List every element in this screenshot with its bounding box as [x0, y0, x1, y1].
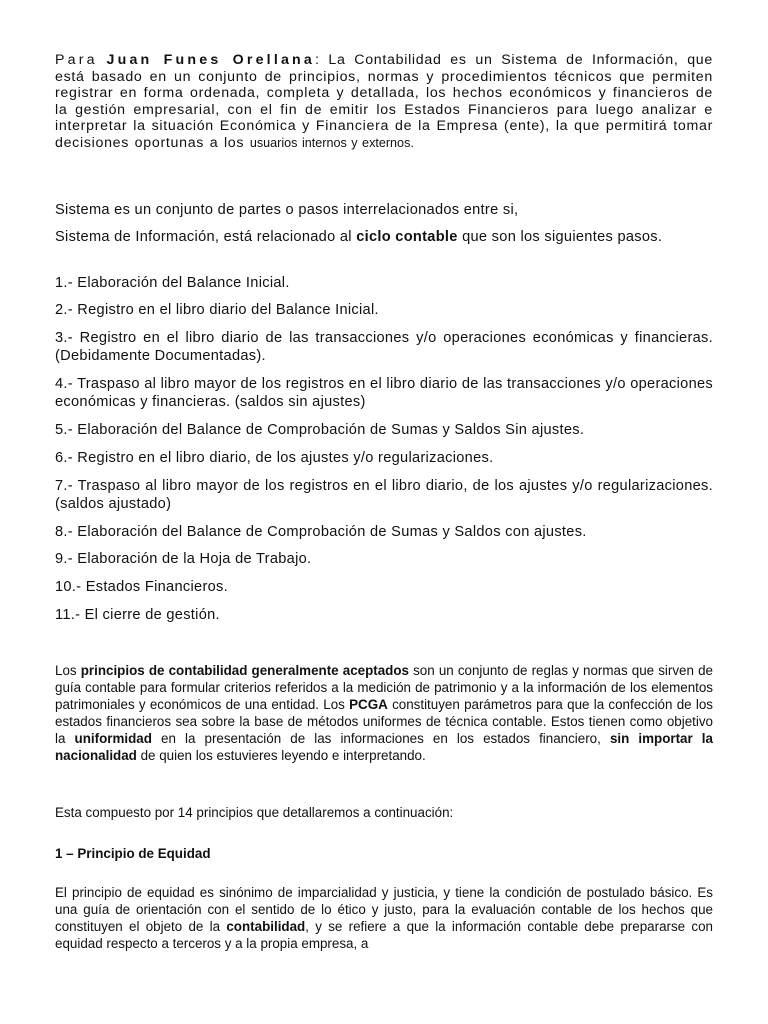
ciclo-contable-paragraph	[55, 228, 713, 246]
ciclo-pre: Sistema de Información, está relacionado al	[55, 229, 352, 245]
section-heading-equidad	[55, 845, 713, 862]
intro-paragraph	[55, 52, 713, 152]
uniformidad-term: uniformidad	[74, 731, 152, 746]
equidad-text-2: , y se refiere a que la información contable debe prepararse con equidad respecto a terceros y a la propia empresa, a	[55, 919, 713, 951]
intro-greeting: Para	[55, 52, 98, 68]
equidad-heading-text: 1 – Principio de Equidad	[55, 846, 211, 861]
ciclo-contable-term: ciclo contable	[356, 229, 458, 245]
equidad-paragraph	[55, 884, 713, 952]
step-3: 3.- Registro en el libro diario de las transacciones y/o operaciones económicas y financieras. (Debidamente Documentadas).	[55, 330, 713, 364]
pcga-paragraph	[55, 662, 713, 764]
pcga-text-1: Los	[55, 663, 77, 678]
intro-tail: usuarios internos y externos.	[249, 135, 414, 150]
step-10: 10.- Estados Financieros.	[55, 579, 228, 595]
step-7: 7.- Traspaso al libro mayor de los registros en el libro diario, de los ajustes y/o regularizaciones. (saldos ajustado)	[55, 478, 713, 512]
sistema-definition: Sistema es un conjunto de partes o pasos interrelacionados entre si,	[55, 202, 519, 218]
compuesto-line: Esta compuesto por 14 principios que detallaremos a continuación:	[55, 805, 454, 820]
pcga-term: principios de contabilidad generalmente aceptados	[80, 663, 409, 678]
pcga-text-2: son un conjunto de reglas y normas que sirven de guía contable para formular criterios referidos a la medición de patrimonio y a la información de los elementos patrimoniales y económicos de una entidad. Los	[55, 663, 713, 712]
step-2: 2.- Registro en el libro diario del Balance Inicial.	[55, 302, 379, 318]
sin-importar-term: sin importar la nacionalidad	[55, 731, 713, 763]
contabilidad-term: contabilidad	[226, 919, 306, 934]
step-11: 11.- El cierre de gestión.	[55, 607, 220, 623]
intro-body: : La Contabilidad es un Sistema de Información, que está basado en un conjunto de principios, normas y procedimientos técnicos que permiten registrar en forma ordenada, completa y detallada, los hechos económicos y financieros de la gestión empresarial, con el fin de emitir los Estados Financieros para luego analizar e interpretar la situación Económica y Financiera de la Empresa (ente), la que permitirá tomar decisiones oportunas a los	[55, 52, 713, 151]
pcga-acronym: PCGA	[349, 697, 388, 712]
step-8: 8.- Elaboración del Balance de Comprobación de Sumas y Saldos con ajustes.	[55, 524, 587, 540]
pcga-text-5: de quien los estuvieres leyendo e interpretando.	[140, 748, 426, 763]
equidad-text-1: El principio de equidad es sinónimo de imparcialidad y justicia, y tiene la condición de postulado básico. Es una guía de orientación con el sentido de lo ético y justo, para la evaluación contable de los hechos que constituyen el objeto de la	[55, 885, 713, 934]
pcga-text-3: constituyen parámetros para que la confección de los estados financieros sea sobre la base de métodos uniformes de técnica contable. Estos tienen como objetivo la	[55, 697, 713, 746]
step-1: 1.- Elaboración del Balance Inicial.	[55, 275, 290, 291]
pcga-text-4: en la presentación de las informaciones en los estados financiero,	[161, 731, 601, 746]
step-6: 6.- Registro en el libro diario, de los ajustes y/o regularizaciones.	[55, 450, 494, 466]
ciclo-post: que son los siguientes pasos.	[462, 229, 663, 245]
step-9: 9.- Elaboración de la Hoja de Trabajo.	[55, 551, 312, 567]
step-5: 5.- Elaboración del Balance de Comprobación de Sumas y Saldos Sin ajustes.	[55, 422, 585, 438]
step-4: 4.- Traspaso al libro mayor de los registros en el libro diario de las transacciones y/o operaciones económicas y financieras. (saldos sin ajustes)	[55, 376, 713, 410]
recipient-name: Juan Funes Orellana	[106, 52, 316, 68]
